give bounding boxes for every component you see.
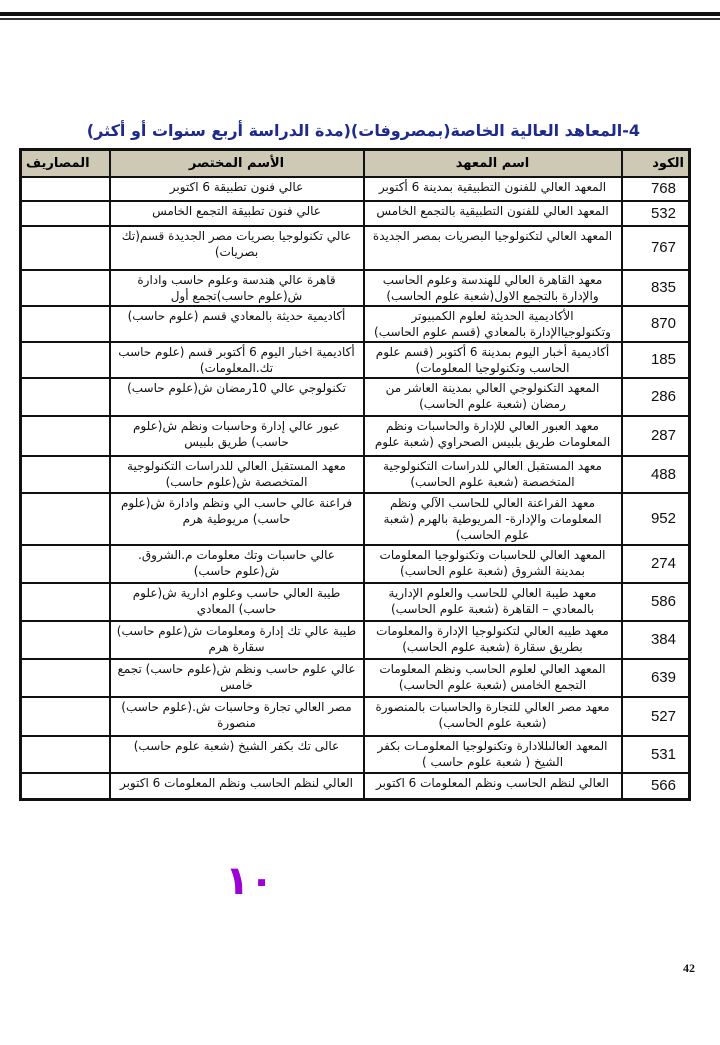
cell-code: 566 <box>622 773 690 799</box>
cell-short-name: عالي تكنولوجيا بصريات مصر الجديدة قسم(تك بصريات) <box>110 226 364 270</box>
header-code: الكود <box>622 150 690 178</box>
cell-fees <box>21 493 110 545</box>
cell-short-name: عالي علوم حاسب ونظم ش(علوم حاسب) تجمع خامس <box>110 659 364 697</box>
cell-institute-name: معهد طيبة العالي للحاسب والعلوم الإدارية بالمعادي – القاهرة (شعبة علوم الحاسب) <box>364 583 622 621</box>
cell-short-name: طيبة عالي تك إدارة ومعلومات ش(علوم حاسب) سقارة هرم <box>110 621 364 659</box>
cell-code: 286 <box>622 378 690 416</box>
cell-code: 767 <box>622 226 690 270</box>
cell-code: 639 <box>622 659 690 697</box>
cell-short-name: طيبة العالي حاسب وعلوم ادارية ش(علوم حاسب) المعادي <box>110 583 364 621</box>
cell-short-name: أكاديمية حديثة بالمعادي قسم (علوم حاسب) <box>110 306 364 342</box>
cell-fees <box>21 378 110 416</box>
table-row <box>21 177 690 201</box>
top-rule-thin <box>0 18 720 20</box>
table-row <box>21 342 690 378</box>
table-row <box>21 226 690 270</box>
cell-code: 384 <box>622 621 690 659</box>
table-row <box>21 493 690 545</box>
handwritten-number: ١٠ <box>225 858 274 904</box>
cell-institute-name: معهد طيبه العالي لتكنولوجيا الإدارة والمعلومات بطريق سقارة (شعبة علوم الحاسب) <box>364 621 622 659</box>
header-institute-name: اسم المعهد <box>364 150 622 178</box>
header-fees: المصاريف <box>21 150 110 178</box>
cell-institute-name: معهد مصر العالي للتجارة والحاسبات بالمنصورة (شعبة علوم الحاسب) <box>364 697 622 736</box>
cell-short-name: مصر العالي تجارة وحاسبات ش.(علوم حاسب) منصورة <box>110 697 364 736</box>
cell-fees <box>21 306 110 342</box>
table-row <box>21 697 690 736</box>
cell-short-name: أكاديمية اخبار اليوم 6 أكتوبر قسم (علوم حاسب تك.المعلومات) <box>110 342 364 378</box>
cell-institute-name: معهد القاهرة العالي للهندسة وعلوم الحاسب والإدارة بالتجمع الاول(شعبة علوم الحاسب) <box>364 270 622 306</box>
cell-fees <box>21 201 110 226</box>
cell-code: 532 <box>622 201 690 226</box>
table-row <box>21 270 690 306</box>
cell-short-name: عالي فنون تطبيقة التجمع الخامس <box>110 201 364 226</box>
cell-code: 952 <box>622 493 690 545</box>
cell-short-name: عبور عالي إدارة وحاسبات ونظم ش(علوم حاسب) طريق بلبيس <box>110 416 364 456</box>
cell-code: 531 <box>622 736 690 773</box>
cell-institute-name: معهد المستقبل العالي للدراسات التكنولوجية المتخصصة (شعبة علوم الحاسب) <box>364 456 622 493</box>
table-row <box>21 659 690 697</box>
cell-fees <box>21 659 110 697</box>
cell-code: 287 <box>622 416 690 456</box>
table-row <box>21 545 690 583</box>
cell-fees <box>21 583 110 621</box>
cell-institute-name: معهد العبور العالي للإدارة والحاسبات ونظم المعلومات طريق بلبيس الصحراوي (شعبة علوم <box>364 416 622 456</box>
cell-fees <box>21 177 110 201</box>
cell-institute-name: المعهد التكنولوجي العالي بمدينة العاشر من رمضان (شعبة علوم الحاسب) <box>364 378 622 416</box>
cell-institute-name: أكاديمية أخبار اليوم بمدينة 6 أكتوبر (قسم علوم الحاسب وتكنولوجيا المعلومات) <box>364 342 622 378</box>
cell-code: 835 <box>622 270 690 306</box>
cell-fees <box>21 545 110 583</box>
cell-short-name: عالي حاسبات وتك معلومات م.الشروق. ش(علوم حاسب) <box>110 545 364 583</box>
institutes-table <box>19 148 691 801</box>
cell-institute-name: المعهد العالي لعلوم الحاسب ونظم المعلومات التجمع الخامس (شعبة علوم الحاسب) <box>364 659 622 697</box>
table-row <box>21 456 690 493</box>
cell-fees <box>21 736 110 773</box>
top-rule <box>0 12 720 16</box>
header-short-name: الأسم المختصر <box>110 150 364 178</box>
cell-fees <box>21 773 110 799</box>
cell-fees <box>21 416 110 456</box>
cell-institute-name: العالي لنظم الحاسب ونظم المعلومات 6 اكتوبر <box>364 773 622 799</box>
cell-fees <box>21 697 110 736</box>
section-title: 4-المعاهد العالية الخاصة(بمصروفات)(مدة الدراسة أربع سنوات أو أكثر) <box>86 121 640 140</box>
cell-code: 768 <box>622 177 690 201</box>
cell-short-name: قاهرة عالي هندسة وعلوم حاسب وادارة ش(علوم حاسب)تجمع أول <box>110 270 364 306</box>
table-row <box>21 306 690 342</box>
table-row <box>21 416 690 456</box>
cell-code: 488 <box>622 456 690 493</box>
cell-fees <box>21 342 110 378</box>
cell-institute-name: المعهد العالىللادارة وتكنولوجيا المعلومـات بكفر الشيخ ( شعبة علوم حاسب ) <box>364 736 622 773</box>
cell-institute-name: المعهد العالي لتكنولوجيا البصريات بمصر الجديدة <box>364 226 622 270</box>
cell-institute-name: المعهد العالي للحاسبات وتكنولوجيا المعلومات بمدينة الشروق (شعبة علوم الحاسب) <box>364 545 622 583</box>
cell-short-name: تكنولوجي عالي 10رمضان ش(علوم حاسب) <box>110 378 364 416</box>
cell-institute-name: الأكاديمية الحديثة لعلوم الكمبيوتر وتكنولوجياالإدارة بالمعادي (قسم علوم الحاسب) <box>364 306 622 342</box>
table-row <box>21 773 690 799</box>
cell-institute-name: المعهد العالي للفنون التطبيقية بمدينة 6 أكتوبر <box>364 177 622 201</box>
cell-code: 274 <box>622 545 690 583</box>
table-row <box>21 378 690 416</box>
cell-fees <box>21 270 110 306</box>
cell-short-name: فراعنة عالي حاسب الي ونظم وادارة ش(علوم حاسب) مريوطية هرم <box>110 493 364 545</box>
table-row <box>21 583 690 621</box>
table-row <box>21 201 690 226</box>
cell-fees <box>21 621 110 659</box>
cell-institute-name: المعهد العالي للفنون التطبيقية بالتجمع الخامس <box>364 201 622 226</box>
page-number: 42 <box>683 961 695 975</box>
cell-short-name: عالي فنون تطبيقة 6 اكتوبر <box>110 177 364 201</box>
cell-fees <box>21 226 110 270</box>
cell-code: 586 <box>622 583 690 621</box>
cell-code: 870 <box>622 306 690 342</box>
table-row <box>21 736 690 773</box>
cell-institute-name: معهد الفراعنة العالي للحاسب الآلي ونظم المعلومات والإدارة- المريوطية بالهرم (شعبة علوم الحاسب) <box>364 493 622 545</box>
cell-code: 185 <box>622 342 690 378</box>
cell-short-name: عالى تك بكفر الشيخ (شعبة علوم حاسب) <box>110 736 364 773</box>
cell-fees <box>21 456 110 493</box>
cell-code: 527 <box>622 697 690 736</box>
table-header-row <box>21 150 690 178</box>
table-row <box>21 621 690 659</box>
cell-short-name: معهد المستقبل العالي للدراسات التكنولوجية المتخصصة ش(علوم حاسب) <box>110 456 364 493</box>
cell-short-name: العالي لنظم الحاسب ونظم المعلومات 6 اكتوبر <box>110 773 364 799</box>
